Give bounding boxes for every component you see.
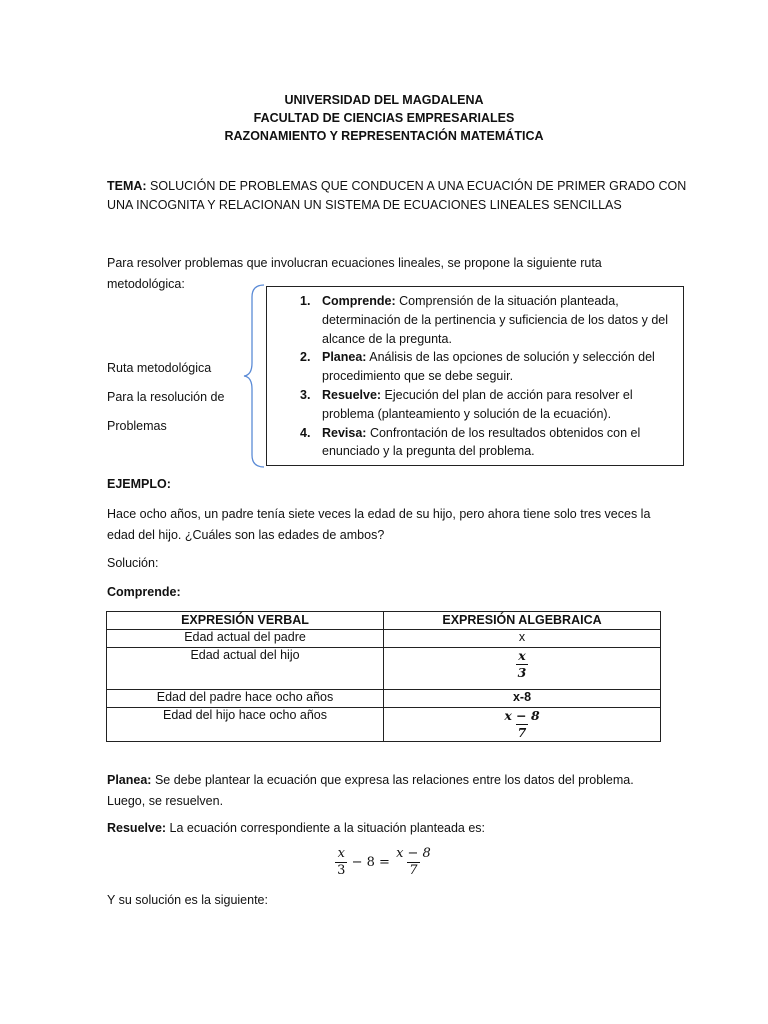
- side-label-para: Para la resolución de: [107, 390, 225, 404]
- fraction: [516, 648, 529, 681]
- table-row: [107, 690, 661, 708]
- comprende-heading: [107, 582, 667, 603]
- tema-text-2: UNA INCOGNITA Y RELACIONAN UN SISTEMA DE ECUACIONES LINEALES SENCILLAS: [107, 198, 622, 212]
- table-cell-algebraic: x-8: [384, 690, 661, 708]
- table-cell-verbal: Edad actual del hijo: [107, 648, 384, 690]
- problem-statement: [107, 504, 687, 546]
- step-text: Ejecución del plan de acción para resolver el problema (planteamiento y solución de la ecuación).: [322, 387, 633, 421]
- table-cell-verbal: Edad del padre hace ocho años: [107, 690, 384, 708]
- table-row: [107, 648, 661, 690]
- table-cell-verbal: Edad del hijo hace ocho años: [107, 708, 384, 742]
- fraction-denominator: 3: [517, 665, 527, 680]
- planea-line-2: Luego, se resuelven.: [107, 794, 224, 808]
- step-number: 3.: [300, 387, 311, 402]
- planea-paragraph: [107, 770, 687, 812]
- resuelve-label: Resuelve:: [107, 821, 167, 835]
- rhs-fraction: [394, 846, 433, 879]
- rhs-denominator: 7: [409, 863, 418, 878]
- table-cell-algebraic: [384, 648, 661, 690]
- table-cell-algebraic: [384, 708, 661, 742]
- lhs-numerator: x: [337, 846, 345, 861]
- header-course: RAZONAMIENTO Y REPRESENTACIÓN MATEMÁTICA: [224, 129, 544, 143]
- step-text: Análisis de las opciones de solución y selección del procedimiento que se debe seguir.: [322, 350, 655, 384]
- curly-brace-icon: [238, 283, 268, 469]
- equation-middle: − 8 =: [351, 855, 390, 870]
- step-item: [267, 292, 683, 348]
- tema-block: [107, 177, 687, 215]
- header-university: UNIVERSIDAD DEL MAGDALENA: [284, 93, 484, 107]
- intro-line-1: Para resolver problemas que involucran ecuaciones lineales, se propone la siguiente ruta: [107, 256, 602, 270]
- step-title: Planea:: [322, 350, 367, 365]
- step-title: Revisa:: [322, 425, 367, 440]
- side-label-ruta: Ruta metodológica: [107, 361, 212, 375]
- table-header-verbal: EXPRESIÓN VERBAL: [107, 612, 384, 630]
- fraction-numerator: x − 8: [504, 708, 540, 723]
- planea-label: Planea:: [107, 773, 152, 787]
- problem-line-1: Hace ocho años, un padre tenía siete veces la edad de su hijo, pero ahora tiene solo tres veces la: [107, 507, 651, 521]
- step-item: [267, 424, 683, 462]
- ejemplo-label: [107, 474, 667, 495]
- comprende-label: Comprende:: [107, 585, 181, 599]
- step-number: 2.: [300, 350, 311, 365]
- table-cell-algebraic: x: [384, 630, 661, 648]
- rhs-numerator: [394, 846, 433, 862]
- expressions-table: [106, 611, 661, 742]
- fraction-denominator: 7: [517, 725, 527, 740]
- table-header-algebraic: EXPRESIÓN ALGEBRAICA: [384, 612, 661, 630]
- closing-line: Y su solución es la siguiente:: [107, 893, 268, 907]
- solucion-label: Solución:: [107, 556, 159, 570]
- equation: [0, 846, 768, 879]
- step-title: Comprende:: [322, 294, 396, 308]
- fraction-numerator: x: [518, 648, 526, 663]
- side-label-problemas: Problemas: [107, 419, 167, 433]
- rhs-numerator-text: x − 8: [396, 846, 431, 861]
- step-title: Resuelve:: [322, 387, 382, 402]
- planea-line-1: Se debe plantear la ecuación que expresa las relaciones entre los datos del problema.: [151, 773, 634, 787]
- header-faculty: FACULTAD DE CIENCIAS EMPRESARIALES: [253, 111, 515, 125]
- table-row: [107, 630, 661, 648]
- lhs-denominator: 3: [337, 863, 346, 878]
- table-cell-verbal: Edad actual del padre: [107, 630, 384, 648]
- step-text: Comprensión de la situación planteada, determinación de la pertinencia y suficiencia de los datos y del alcance de la pregunta.: [322, 294, 669, 346]
- step-number: 1.: [300, 294, 311, 308]
- tema-label: TEMA:: [107, 179, 147, 193]
- table-row: [107, 708, 661, 742]
- resuelve-text: La ecuación correspondiente a la situación planteada es:: [166, 821, 486, 835]
- ejemplo-heading: EJEMPLO:: [107, 477, 171, 491]
- problem-line-2: edad del hijo. ¿Cuáles son las edades de ambos?: [107, 528, 385, 542]
- step-text: Confrontación de los resultados obtenidos con el enunciado y la pregunta del problema.: [322, 425, 641, 459]
- lhs-fraction: [335, 846, 347, 879]
- step-number: 4.: [300, 425, 311, 440]
- resuelve-paragraph: [107, 818, 687, 839]
- step-item: [267, 386, 683, 424]
- steps-list: [267, 292, 683, 461]
- table-header-row: [107, 612, 661, 630]
- step-item: [267, 348, 683, 386]
- fraction: [502, 708, 541, 741]
- intro-line-2: metodológica:: [107, 277, 185, 291]
- steps-box: [266, 286, 684, 466]
- tema-text-1: SOLUCIÓN DE PROBLEMAS QUE CONDUCEN A UNA ECUACIÓN DE PRIMER GRADO CON: [146, 179, 687, 193]
